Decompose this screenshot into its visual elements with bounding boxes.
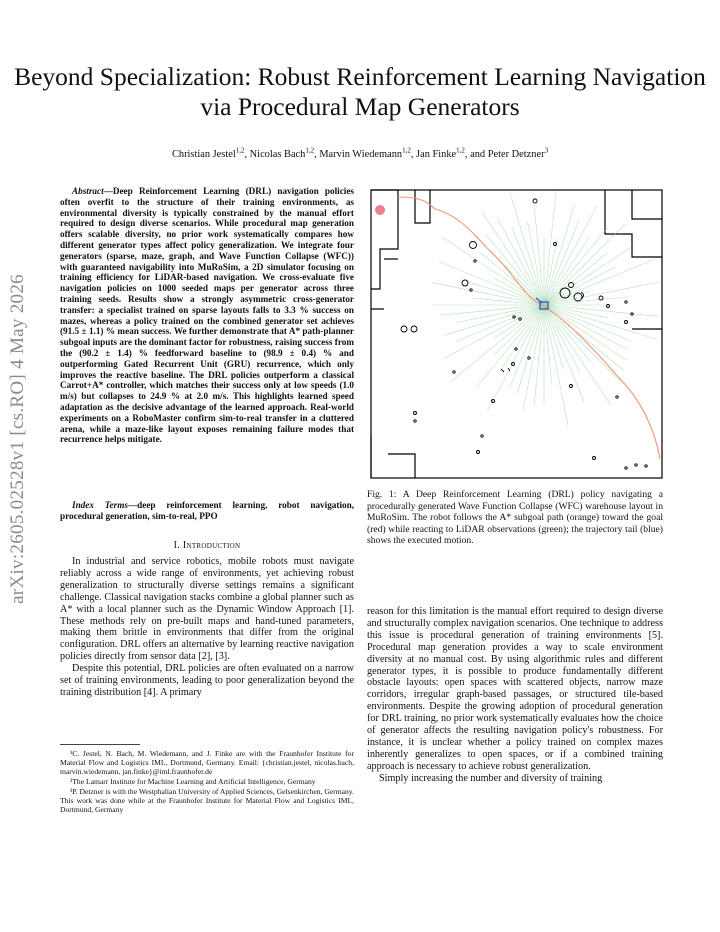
footnotes [60, 744, 354, 815]
intro-body [60, 556, 354, 699]
index-terms: Index Terms—deep reinforcement learning, robot navigation, procedural generation, sim-to-real, PPO [60, 500, 355, 521]
paragraph: reason for this limitation is the manual effort required to design diverse and structurally complex navigation scenarios. One technique to address this issue is procedural generation of training environments [5]. Procedural map generation provides a way to scale environment diversity at no manual cost. By using algorithmic rules and different generator types, it is possible to produce fundamentally different obstacle layouts: open spaces with scattered objects, narrow maze corridors, irregular graph-based passages, or structured tile-based environments. Despite the growing adoption of procedural generation for DRL training, no prior work systematically evaluates how the choice of generator affects the resulting navigation policy's robustness. For instance, it is unclear whether a policy trained on complex mazes inherently generalizes to open spaces, or if a combined training approach is necessary to achieve robust generalization. [367, 606, 663, 772]
author: Nicolas Bach$^{1,2}$, [249, 147, 320, 161]
author-list [0, 147, 720, 160]
paper-title: Beyond Specialization: Robust Reinforcement Learning Navigation via Procedural Map Generators [14, 62, 706, 121]
section-heading: I. Introduction [173, 540, 241, 551]
abstract: Abstract—Deep Reinforcement Learning (DRL) navigation policies often overfit to the structure of their training environments, as environmental diversity is typically constrained by the manual effort required to design diverse scenarios. While procedural map generation offers scalable diversity, no prior work systematically compares how different generator types affect policy generalization. We integrate four generators (sparse, maze, graph, and Wave Function Collapse (WFC)) with guaranteed navigability into MuRoSim, a 2D simulator focusing on training efficiency for LiDAR-based navigation. We cross-evaluate five navigation policies on 1000 seeded maps per generator across three training seeds. Results show a strongly asymmetric cross-generator transfer: a specialist trained on sparse layouts falls to 3.3 % success on mazes, whereas a policy trained on the combined generator set achieves (91.5 ± 1.1) % mean success. We further demonstrate that A* path-planner subgoal inputs are the dominant factor for robustness, raising success from the (90.2 ± 1.4) % feedforward baseline to (98.9 ± 0.4) % and outperforming Gated Recurrent Unit (GRU) recurrence, which only improves the reactive baseline. The DRL policies outperform a classical Carrot+A* controller, which matches their success only at low speeds (1.0 m/s) but collapses to 24.9 % at 2.0 m/s. This highlights learned speed adaptation as the decisive advantage of the learned approach. Real-world experiments on a RoboMaster confirm sim-to-real transfer in a cluttered arena, while a maze-like layout exposes remaining failure modes that recurrence helps mitigate. [60, 186, 354, 445]
author: Marvin Wiedemann$^{1,2}$, [319, 147, 417, 161]
index-terms-label: Index Terms [72, 500, 128, 510]
figure-1-map [370, 189, 663, 479]
right-column-body [367, 606, 663, 785]
paragraph: Simply increasing the number and diversity of training [379, 772, 603, 784]
footnote: ¹C. Jestel, N. Bach, M. Wiedemann, and J. Finke are with the Fraunhofer Institute for Material Flow and Logistics IML, Dortmund, Germany. Email: {christian.jestel, nicolas.bach, marvin.wiedemann, jan.finke}@iml.fraunhofer.de [60, 749, 354, 776]
footnote: ²The Lamarr Institute for Machine Learning and Artificial Intelligence, Germany [70, 777, 316, 786]
paragraph: In industrial and service robotics, mobile robots must navigate reliably across a wide range of environments, yet achieving robust generalization to structurally diverse settings remains a significant challenge. Classical navigation stacks combine a global planner such as A* with a local planner such as the Dynamic Window Approach [1]. These methods rely on pre-built maps and hand-tuned parameters, making them brittle in environments that differ from the original configuration. DRL offers an alternative by learning reactive navigation policies directly from sensor data [2], [3]. [60, 556, 354, 663]
map-border [371, 190, 662, 478]
footnote: ³P. Detzner is with the Westphalian University of Applied Sciences, Gelsenkirchen, Germany. This work was done while at the Fraunhofer Institute for Material Flow and Logistics IML, Dortmund, Germany [60, 787, 354, 814]
arxiv-stamp: arXiv:2605.02528v1 [cs.RO] 4 May 2026 [7, 274, 28, 604]
author: Jan Finke$^{1,2}$, and [416, 147, 488, 161]
author: Christian Jestel$^{1,2}$, [171, 147, 250, 161]
abstract-text: Deep Reinforcement Learning (DRL) navigation policies often overfit to the structure of their training environments, as environmental diversity is typically constrained by the manual effort required to design diverse scenarios. While procedural map generation offers scalable diversity, no prior work systematically compares how different generator types affect policy generalization. We integrate four generators (sparse, maze, graph, and Wave Function Collapse (WFC)) with guaranteed navigability into MuRoSim, a 2D simulator focusing on training efficiency for LiDAR-based navigation. We cross-evaluate five navigation policies on 1000 seeded maps per generator across three training seeds. Results show a strongly asymmetric cross-generator transfer: a specialist trained on sparse layouts falls to 3.3 % success on mazes, whereas a policy trained on the combined generator set achieves (91.5 ± 1.1) % mean success. We further demonstrate that A* path-planner subgoal inputs are the dominant factor for robustness, raising success from the (90.2 ± 1.4) % feedforward baseline to (98.9 ± 0.4) % and outperforming Gated Recurrent Unit (GRU) recurrence, which only improves the reactive baseline. The DRL policies outperform a classical Carrot+A* controller, which matches their success only at low speeds (1.0 m/s) but collapses to 24.9 % at 2.0 m/s. This highlights learned speed adaptation as the decisive advantage of the learned approach. Real-world experiments on a RoboMaster confirm sim-to-real transfer in a cluttered arena, while a maze-like layout exposes remaining failure modes that recurrence helps mitigate. [60, 186, 354, 445]
paragraph: Despite this potential, DRL policies are often evaluated on a narrow set of training environments, leading to poor generalization beyond the training distribution [4]. A primary [60, 663, 354, 698]
footnote-rule [60, 744, 140, 745]
simulation-map-svg [370, 189, 663, 479]
abstract-label: Abstract [72, 186, 104, 196]
author: Peter Detzner$^3$ [487, 147, 549, 161]
goal-marker [375, 205, 385, 215]
figure-caption: Fig. 1: A Deep Reinforcement Learning (DRL) policy navigating a procedurally generated Wave Function Collapse (WFC) warehouse layout in MuRoSim. The robot follows the A* subgoal path (orange) toward the goal (red) while reacting to LiDAR observations (green); the trajectory tail (blue) shows the executed motion. [367, 489, 663, 547]
index-terms-text: deep reinforcement learning, robot navigation, procedural generation, sim-to-real, PPO [60, 500, 355, 521]
